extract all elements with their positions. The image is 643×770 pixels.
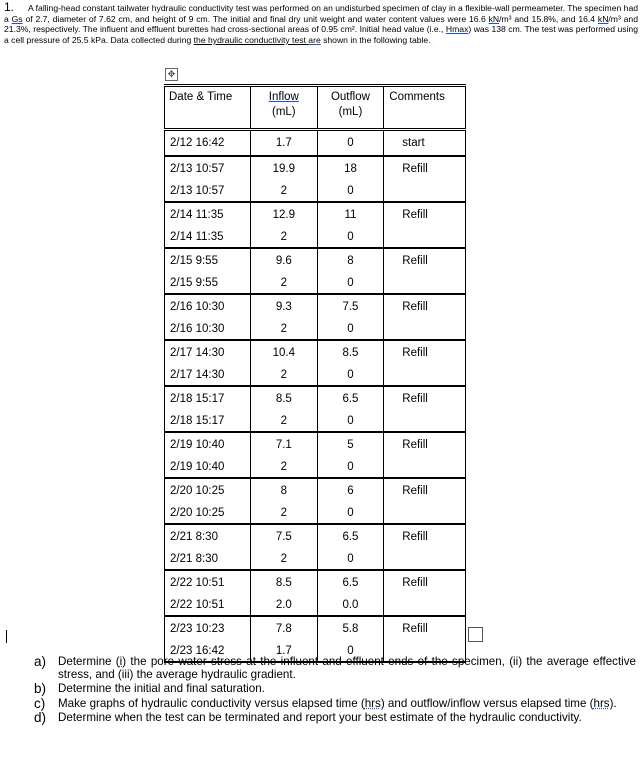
cell-inflow: 9.3 [251,294,318,319]
intro-are: are [308,34,321,45]
cell-date-time: 2/16 10:30 [165,319,251,340]
question-item [34,697,636,710]
cell-inflow: 8.5 [251,570,318,595]
table-row [165,340,466,365]
cell-date-time: 2/15 9:55 [165,248,251,273]
cell-outflow: 0 [317,227,384,248]
cell-outflow: 0 [317,641,384,662]
table-row [165,478,466,503]
problem-statement [4,2,638,45]
cell-comment: Refill [384,432,466,457]
cell-date-time: 2/19 10:40 [165,457,251,478]
question-text-part: i [119,655,123,668]
cell-outflow: 8.5 [317,340,384,365]
cell-inflow: 7.1 [251,432,318,457]
question-text-part: hrs [364,696,381,710]
data-table [164,84,466,663]
cell-date-time: 2/21 8:30 [165,549,251,570]
question-text-part: Make graphs of hydraulic conductivity versus elapsed time ( [58,696,365,710]
cell-date-time: 2/18 15:17 [165,411,251,432]
table-row [165,156,466,181]
intro-text-d: /m³ and 21.3%, respectively. The influent and effluent burettes had cross-sectional areas of 0.95 cm². Initial head value (i.e., [4,13,638,35]
cell-date-time: 2/15 9:55 [165,273,251,294]
cell-comment [384,549,466,570]
cell-inflow: 2 [251,411,318,432]
cell-outflow: 6 [317,478,384,503]
cell-comment: Refill [384,570,466,595]
cell-comment [384,503,466,524]
cell-outflow: 5.8 [317,616,384,641]
text-cursor [6,630,7,643]
cell-inflow: 8.5 [251,386,318,411]
cell-inflow: 10.4 [251,340,318,365]
cell-comment: Refill [384,524,466,549]
cell-date-time: 2/17 14:30 [165,340,251,365]
cell-inflow: 2 [251,457,318,478]
cell-outflow: 18 [317,156,384,181]
question-text-part: Determine the initial and final saturation. [58,682,265,696]
intro-shown-a: the hydraulic conductivity test [193,34,309,45]
cell-comment [384,181,466,202]
cell-comment: Refill [384,202,466,227]
table-row [165,616,466,641]
cell-inflow: 19.9 [251,156,318,181]
cell-date-time: 2/23 16:42 [165,641,251,662]
intro-text-e: ) was 138 cm. The test was performed using a cell pressure of 25.5 kPa. Data collected during [4,24,638,45]
cell-outflow: 11 [317,202,384,227]
table-row [165,319,466,340]
cell-date-time: 2/12 16:42 [165,130,251,157]
cell-outflow: 0 [317,411,384,432]
cell-inflow: 9.6 [251,248,318,273]
cell-outflow: 6.5 [317,570,384,595]
cell-date-time: 2/20 10:25 [165,478,251,503]
cell-outflow: 0 [317,319,384,340]
table-row [165,202,466,227]
cell-inflow: 1.7 [251,641,318,662]
cell-inflow: 2 [251,319,318,340]
cell-inflow: 2 [251,503,318,524]
cell-inflow: 12.9 [251,202,318,227]
table-row [165,411,466,432]
cell-date-time: 2/14 11:35 [165,227,251,248]
unit-kn-2: kN [597,13,609,24]
cell-comment [384,411,466,432]
question-text-part: ) the pore water stress at the influent and effluent ends of the specimen, (ii) the average effective stress, and (iii) the average hydraulic gradient. [58,655,636,682]
question-text [58,655,636,681]
cell-comment: Refill [384,248,466,273]
cell-outflow: 0 [317,273,384,294]
cell-outflow: 0 [317,549,384,570]
cell-outflow: 0 [317,457,384,478]
table-row [165,386,466,411]
cell-outflow: 5 [317,432,384,457]
table-row [165,273,466,294]
question-item [34,682,636,695]
cell-comment [384,273,466,294]
intro-text-a: A falling-head constant tailwater hydraulic conductivity test was performed on an undisturbed specimen of clay in a flexible-wall permeameter. The specimen had a [4,3,638,24]
cell-inflow: 2 [251,227,318,248]
cell-outflow: 0 [317,365,384,386]
question-text-part: Determine ( [58,655,120,668]
intro-text-b: of 2.7, diameter of 7.62 cm, and height of 9 cm. The initial and final dry unit weight and water content values were 16.6 [22,13,489,24]
table-row [165,549,466,570]
cell-comment [384,227,466,248]
cell-comment: Refill [384,156,466,181]
question-letter: a) [34,654,47,669]
table-row [165,248,466,273]
cell-outflow: 0.0 [317,595,384,616]
cell-outflow: 6.5 [317,386,384,411]
cell-comment: start [384,130,466,157]
cell-inflow: 1.7 [251,130,318,157]
table-row [165,181,466,202]
header-inflow: Inflow (mL) [251,86,318,130]
cell-outflow: 6.5 [317,524,384,549]
table-row [165,570,466,595]
question-text-part: ) and outflow/inflow versus elapsed time ( [380,696,594,710]
questions-list [34,655,636,725]
cell-date-time: 2/13 10:57 [165,181,251,202]
cell-outflow: 0 [317,130,384,157]
header-date-time: Date & Time [165,86,251,130]
question-item [34,655,636,681]
cell-date-time: 2/18 15:17 [165,386,251,411]
table-row [165,503,466,524]
question-item [34,711,636,724]
cell-outflow: 8 [317,248,384,273]
cell-inflow: 2 [251,181,318,202]
table-row [165,432,466,457]
header-outflow: Outflow (mL) [317,86,384,130]
cell-date-time: 2/21 8:30 [165,524,251,549]
cell-inflow: 7.5 [251,524,318,549]
cell-comment [384,595,466,616]
question-text-part: hrs [593,696,610,710]
cell-date-time: 2/22 10:51 [165,570,251,595]
cell-comment: Refill [384,340,466,365]
table-row [165,294,466,319]
checkbox[interactable] [468,627,483,642]
table-row [165,365,466,386]
table-row [165,524,466,549]
cell-outflow: 7.5 [317,294,384,319]
gs-term: Gs [11,13,23,24]
cell-comment: Refill [384,386,466,411]
cell-date-time: 2/17 14:30 [165,365,251,386]
move-handle-icon[interactable]: ✥ [165,68,178,81]
problem-number: 1. [4,0,15,14]
cell-inflow: 2 [251,549,318,570]
cell-inflow: 2 [251,273,318,294]
cell-comment: Refill [384,616,466,641]
table-row [165,457,466,478]
intro-text-c: /m³ and 15.8%, and 16.4 [499,13,598,24]
question-text-part: ). [609,696,617,710]
cell-comment: Refill [384,294,466,319]
table-row [165,227,466,248]
intro-shown-b: shown in the following table. [320,34,431,45]
header-comments: Comments [384,86,466,130]
cell-date-time: 2/14 11:35 [165,202,251,227]
question-letter: d) [34,709,47,725]
cell-date-time: 2/23 10:23 [165,616,251,641]
cell-comment: Refill [384,478,466,503]
cell-date-time: 2/22 10:51 [165,595,251,616]
cell-date-time: 2/13 10:57 [165,156,251,181]
cell-inflow: 2 [251,365,318,386]
cell-inflow: 2.0 [251,595,318,616]
cell-comment [384,319,466,340]
cell-inflow: 8 [251,478,318,503]
cell-date-time: 2/19 10:40 [165,432,251,457]
cell-date-time: 2/16 10:30 [165,294,251,319]
question-text [58,682,636,695]
question-letter: c) [34,695,46,711]
unit-kn-1: kN [488,13,500,24]
table-body [165,130,466,663]
cell-outflow: 0 [317,181,384,202]
question-letter: b) [34,681,47,697]
cell-comment [384,457,466,478]
cell-outflow: 0 [317,503,384,524]
question-text-part: Determine when the test can be terminated and report your best estimate of the hydraulic conductivity. [58,710,582,724]
question-text [58,711,636,724]
hmax-term: Hmax [445,24,469,35]
cell-comment [384,365,466,386]
cell-date-time: 2/20 10:25 [165,503,251,524]
table-row [165,595,466,616]
question-text [58,697,636,710]
table-header-row [165,86,466,130]
table-row [165,130,466,157]
cell-inflow: 7.8 [251,616,318,641]
